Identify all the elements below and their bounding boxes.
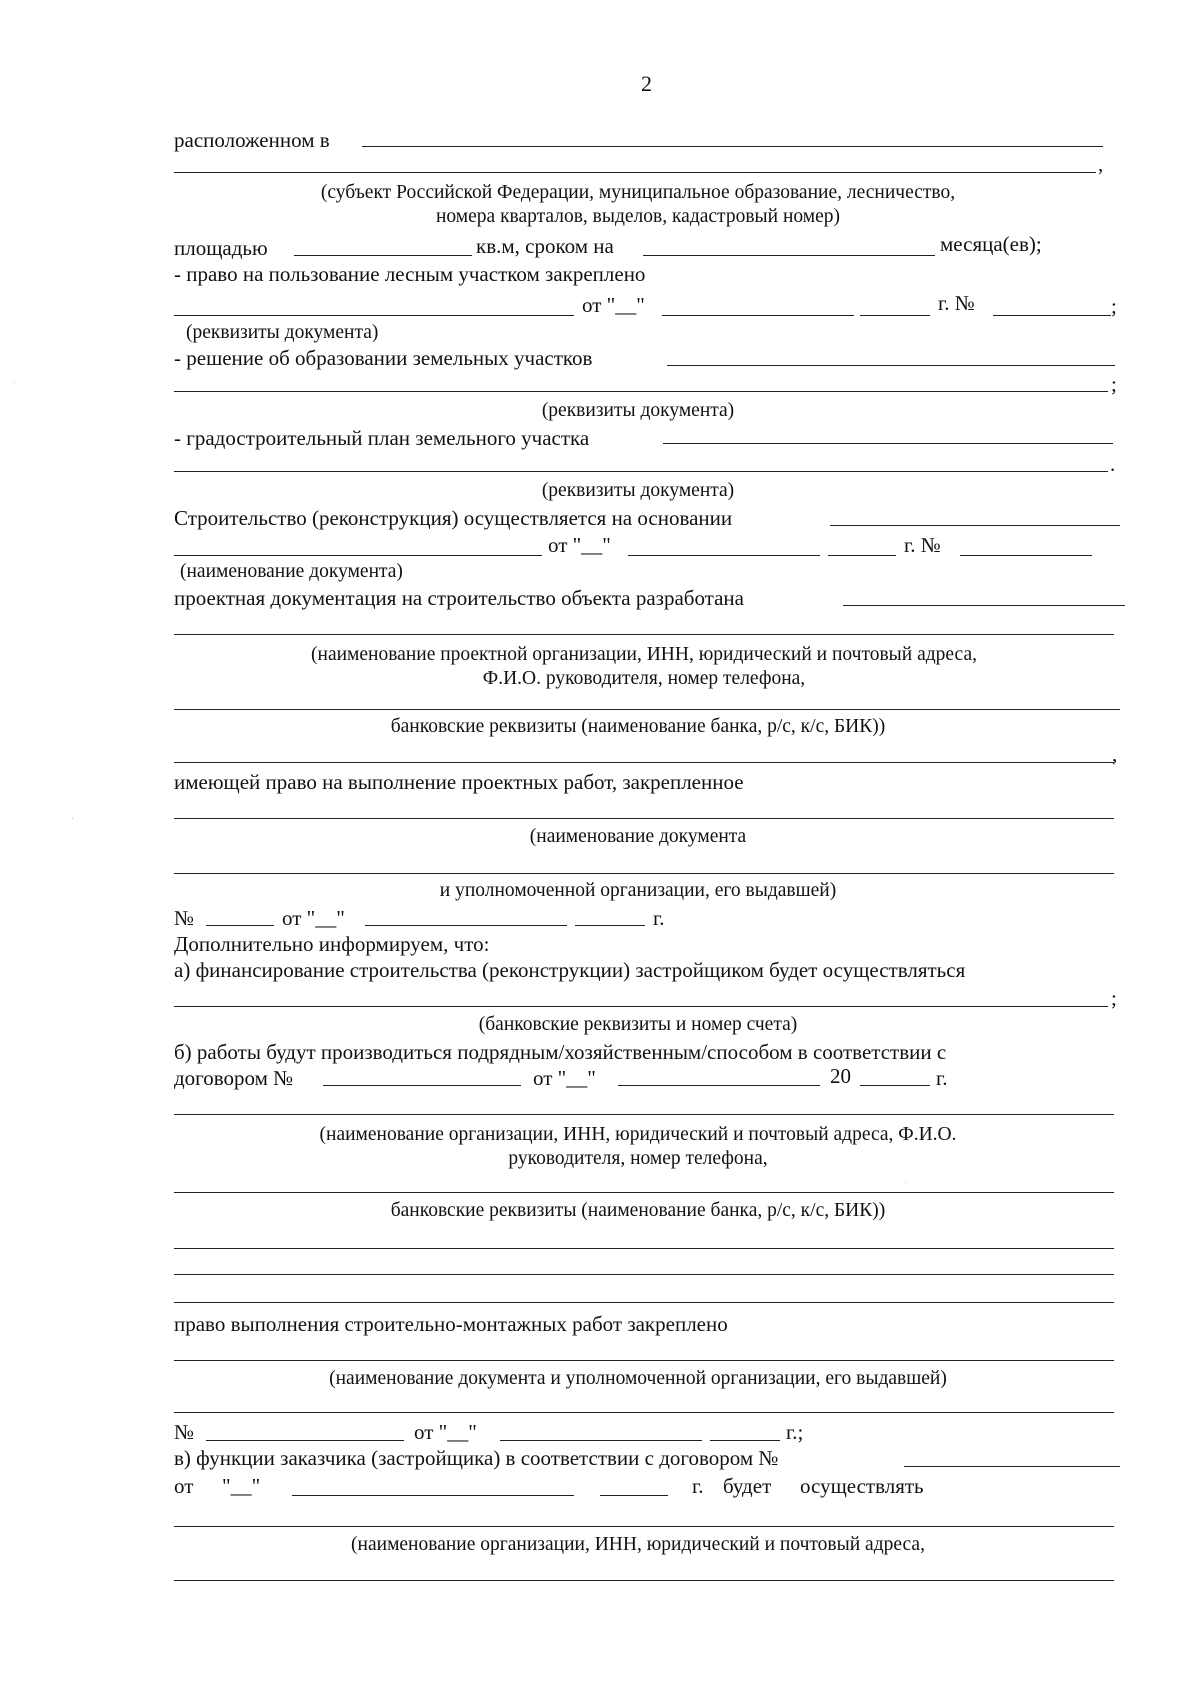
customer-org-field-2[interactable]: [174, 1580, 1114, 1581]
will-label: будет: [723, 1474, 772, 1498]
org-details-caption: (наименование организации, ИНН, юридический и почтовый адреса, Ф.И.О.: [319, 1124, 957, 1145]
land-decision-label: - решение об образовании земельных участков: [174, 346, 593, 370]
number-field-5[interactable]: [206, 1440, 404, 1441]
customer-year-field[interactable]: [600, 1495, 668, 1496]
year-field-3[interactable]: [575, 925, 645, 926]
doc-details-caption-3: (реквизиты документа): [541, 480, 735, 501]
from-word: от: [174, 1474, 194, 1498]
construction-doc-field[interactable]: [174, 555, 542, 556]
bank-details-caption-2: банковские реквизиты (наименование банка, р/с, к/с, БИК)): [390, 1200, 886, 1221]
year-label-6: г.: [692, 1474, 704, 1498]
months-label: месяца(ев);: [940, 232, 1042, 256]
project-docs-field-2[interactable]: [174, 634, 1114, 635]
having-right-field[interactable]: [174, 818, 1114, 819]
number-label-3: №: [174, 906, 195, 930]
smr-right-field-2[interactable]: [174, 1412, 1114, 1413]
construction-number-field[interactable]: [960, 555, 1092, 556]
year-label-3: г.: [653, 906, 665, 930]
term-field[interactable]: [643, 255, 935, 256]
located-in-label: расположенном в: [174, 128, 330, 152]
period-1: .: [1110, 452, 1116, 476]
bank-details-field-3[interactable]: [174, 1274, 1114, 1275]
works-label: б) работы будут производиться подрядным/хозяйственным/способом в соответствии с: [174, 1040, 947, 1064]
land-decision-field[interactable]: [667, 365, 1115, 366]
quote-marks: "__": [222, 1474, 261, 1498]
construction-basis-field[interactable]: [830, 525, 1120, 526]
urban-plan-field-2[interactable]: [174, 471, 1108, 472]
bank-details-caption-1: банковские реквизиты (наименование банка, р/с, к/с, БИК)): [390, 716, 886, 737]
number-field-3[interactable]: [206, 925, 274, 926]
area-unit-label: кв.м, сроком на: [476, 234, 614, 258]
forest-number-field[interactable]: [993, 315, 1111, 316]
doc-and-org-caption: (наименование документа и уполномоченной организации, его выдавшей): [329, 1368, 947, 1389]
doc-name-caption: (наименование документа): [180, 561, 403, 582]
area-field[interactable]: [294, 255, 472, 256]
bank-account-caption: (банковские реквизиты и номер счета): [478, 1014, 798, 1035]
contract-year-field[interactable]: [860, 1085, 930, 1086]
from-label-5: от "__": [414, 1420, 477, 1444]
bank-details-field-4[interactable]: [174, 1302, 1114, 1303]
having-right-field-2[interactable]: [174, 873, 1114, 874]
from-label-3: от "__": [282, 906, 345, 930]
year-label-5: г.;: [786, 1420, 804, 1444]
additionally-label: Дополнительно информируем, что:: [174, 932, 490, 956]
year-no-label-1: г. №: [938, 291, 975, 315]
construction-date-field[interactable]: [628, 555, 820, 556]
doc-name-caption-2: (наименование документа: [529, 826, 747, 847]
construction-year-field[interactable]: [828, 555, 896, 556]
perform-label: осуществлять: [800, 1474, 924, 1498]
from-label-1: от "__": [582, 293, 645, 317]
org-details-caption-2: руководителя, номер телефона,: [508, 1148, 768, 1169]
land-decision-field-2[interactable]: [174, 391, 1108, 392]
year-no-label-2: г. №: [904, 533, 941, 557]
urban-plan-field[interactable]: [663, 443, 1113, 444]
project-docs-label: проектная документация на строительство объекта разработана: [174, 586, 744, 610]
subject-caption: (субъект Российской Федерации, муниципальное образование, лесничество,: [320, 182, 956, 203]
scan-speck: [905, 1182, 906, 1183]
smr-right-field[interactable]: [174, 1360, 1114, 1361]
contract-number-field[interactable]: [323, 1085, 521, 1086]
scan-speck: [72, 818, 73, 819]
doc-details-caption-2: (реквизиты документа): [541, 400, 735, 421]
forest-right-label: - право на пользование лесным участком закреплено: [174, 262, 646, 286]
bank-details-field-2[interactable]: [174, 1248, 1114, 1249]
forest-year-field[interactable]: [860, 315, 930, 316]
customer-functions-label: в) функции заказчика (застройщика) в соответствии с договором №: [174, 1446, 779, 1470]
number-label-5: №: [174, 1420, 195, 1444]
design-org-field[interactable]: [174, 709, 1120, 710]
semicolon-2: ;: [1111, 372, 1117, 396]
contractor-field-2[interactable]: [174, 1192, 1114, 1193]
smr-right-label: право выполнения строительно-монтажных работ закреплено: [174, 1312, 728, 1336]
page-number: 2: [641, 71, 652, 96]
comma-2: ,: [1112, 742, 1118, 766]
forest-doc-field[interactable]: [174, 315, 574, 316]
customer-contract-field[interactable]: [904, 1466, 1120, 1467]
from-label-2: от "__": [548, 533, 611, 557]
forest-date-field[interactable]: [662, 315, 854, 316]
having-right-label: имеющей право на выполнение проектных работ, закрепленное: [174, 770, 744, 794]
financing-field[interactable]: [174, 1006, 1108, 1007]
contractor-field[interactable]: [174, 1114, 1114, 1115]
twenty-label: 20: [830, 1064, 851, 1088]
financing-label: а) финансирование строительства (реконструкции) застройщиком будет осуществляться: [174, 958, 966, 982]
area-label: площадью: [174, 236, 268, 260]
contract-date-field[interactable]: [618, 1085, 820, 1086]
urban-plan-label: - градостроительный план земельного участка: [174, 426, 590, 450]
located-in-field[interactable]: [362, 146, 1103, 147]
construction-basis-label: Строительство (реконструкция) осуществляется на основании: [174, 506, 733, 530]
contract-no-label: договором №: [174, 1066, 294, 1090]
doc-details-caption-1: (реквизиты документа): [186, 322, 379, 343]
design-org-caption-2: Ф.И.О. руководителя, номер телефона,: [482, 668, 806, 689]
org-details-caption-3: (наименование организации, ИНН, юридический и почтовый адреса,: [351, 1534, 925, 1555]
year-field-5[interactable]: [710, 1440, 780, 1441]
scan-speck: [14, 382, 15, 383]
year-label-4: г.: [936, 1066, 948, 1090]
customer-date-field[interactable]: [292, 1495, 574, 1496]
design-org-caption: (наименование проектной организации, ИНН, юридический и почтовый адреса,: [311, 644, 977, 665]
date-field-5[interactable]: [500, 1440, 702, 1441]
from-label-4: от "__": [533, 1066, 596, 1090]
bank-details-field-1[interactable]: [174, 762, 1114, 763]
customer-org-field[interactable]: [174, 1526, 1114, 1527]
subject-caption-2: номера кварталов, выделов, кадастровый номер): [435, 206, 840, 227]
semicolon-1: ;: [1111, 294, 1117, 318]
date-field-3[interactable]: [365, 925, 567, 926]
semicolon-3: ;: [1111, 986, 1117, 1010]
comma-1: ,: [1098, 152, 1104, 176]
authorized-org-caption: и уполномоченной организации, его выдавшей): [439, 880, 837, 901]
located-in-field-2[interactable]: [174, 172, 1096, 173]
project-docs-field[interactable]: [843, 605, 1125, 606]
